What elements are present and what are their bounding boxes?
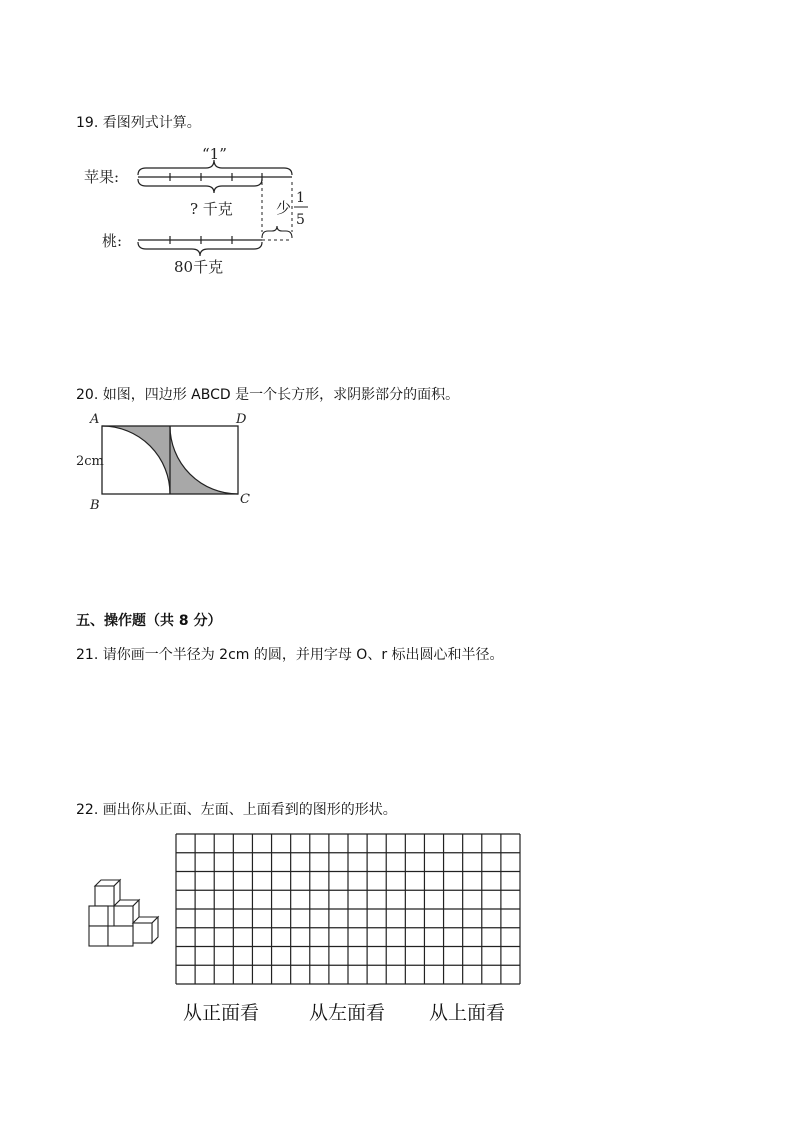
q20-diagram: [74, 408, 264, 518]
cube-stack-figure: [86, 876, 166, 950]
one-label: “1”: [202, 145, 227, 163]
vertex-c: C: [240, 492, 250, 507]
q21-text: 21. 请你画一个半径为 2cm 的圆，并用字母 O、r 标出圆心和半径。: [76, 647, 504, 663]
shaded-region-left: [102, 426, 170, 494]
vertex-d: D: [236, 412, 247, 427]
unknown-label: ? 千克: [190, 200, 233, 218]
q20-text: 20. 如图，四边形 ABCD 是一个长方形，求阴影部分的面积。: [76, 387, 460, 403]
shaded-region-right: [170, 426, 238, 494]
view-label-top: 从上面看: [429, 1002, 506, 1024]
peach-label: 桃:: [102, 232, 123, 250]
section-title: 五、操作题（共 8 分）: [76, 613, 222, 629]
less-label: 少: [276, 199, 292, 217]
view-label-left: 从左面看: [309, 1002, 386, 1024]
view-label-front: 从正面看: [183, 1002, 260, 1024]
q19-text: 19. 看图列式计算。: [76, 115, 201, 131]
apple-bottom-brace: [138, 179, 262, 193]
drawing-grid[interactable]: [175, 833, 523, 987]
frac-num: 1: [296, 190, 305, 206]
side-length: 2cm: [76, 454, 104, 469]
vertex-a: A: [90, 412, 100, 427]
peach-brace: [138, 242, 262, 256]
q22-text: 22. 画出你从正面、左面、上面看到的图形的形状。: [76, 802, 397, 818]
peach-amount: 80千克: [174, 258, 224, 276]
vertex-b: B: [90, 498, 100, 513]
apple-label: 苹果:: [84, 168, 120, 186]
q19-diagram: [80, 140, 320, 280]
frac-den: 5: [296, 212, 305, 228]
